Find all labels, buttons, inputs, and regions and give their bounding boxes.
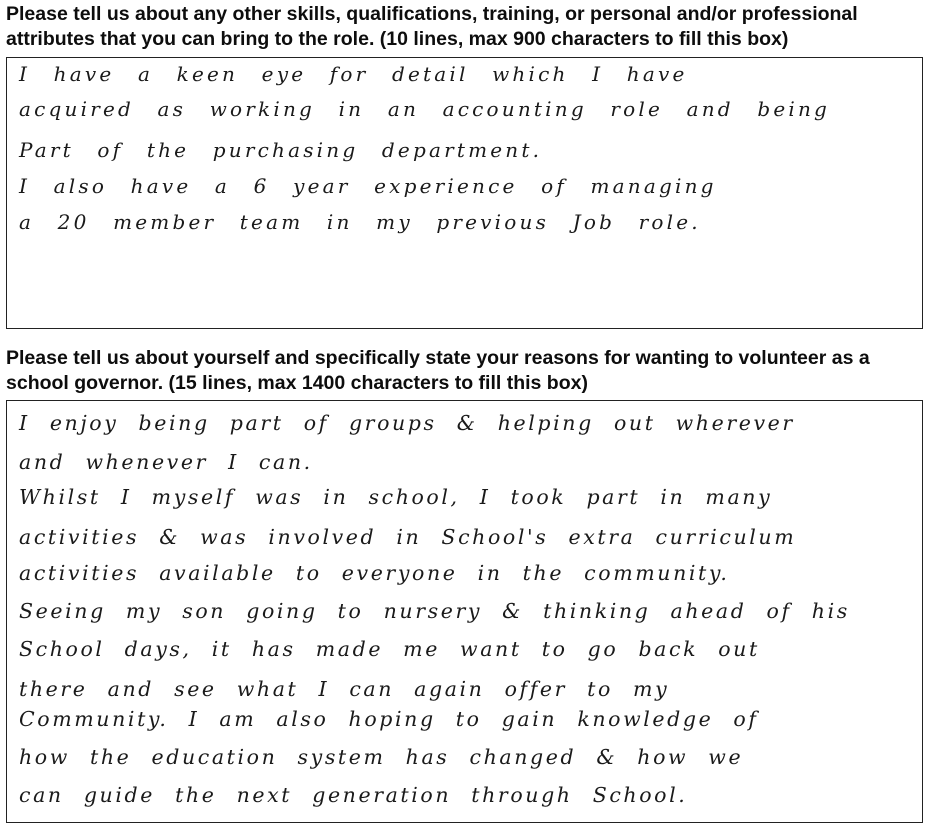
handwritten-line: activities available to everyone in the community. (19, 561, 730, 585)
handwritten-line: a 20 member team in my previous Job role. (19, 210, 701, 234)
handwritten-line: activities & was involved in School's extra curriculum (19, 525, 797, 549)
question-skills-prompt: Please tell us about any other skills, qualifications, training, or personal and/or professional attributes that you can bring to the role. (10 lines, max 900 characters to fill this box) (6, 3, 858, 50)
handwritten-line: there and see what I can again offer to my (19, 677, 670, 701)
handwritten-line: Part of the purchasing department. (19, 138, 543, 162)
handwritten-line: School days, it has made me want to go back out (19, 637, 760, 661)
reasons-answer-box[interactable] (6, 400, 923, 823)
handwritten-line: Seeing my son going to nursery & thinking ahead of his (19, 599, 850, 623)
handwritten-line: I have a keen eye for detail which I have (19, 62, 688, 86)
handwritten-line: I enjoy being part of groups & helping out wherever (19, 411, 795, 435)
handwritten-line: Community. I am also hoping to gain knowledge of (19, 707, 759, 731)
handwritten-line: Whilst I myself was in school, I took part in many (19, 485, 773, 509)
handwritten-line: I also have a 6 year experience of managing (19, 174, 717, 198)
handwritten-line: can guide the next generation through School. (19, 783, 688, 807)
handwritten-line: acquired as working in an accounting role and being (19, 97, 831, 121)
skills-answer-box[interactable] (6, 57, 923, 329)
question-reasons-prompt: Please tell us about yourself and specifically state your reasons for wanting to volunteer as a school governor. (15 lines, max 1400 characters to fill this box) (6, 347, 870, 394)
handwritten-line: how the education system has changed & how we (19, 745, 744, 769)
handwritten-line: and whenever I can. (19, 450, 313, 474)
